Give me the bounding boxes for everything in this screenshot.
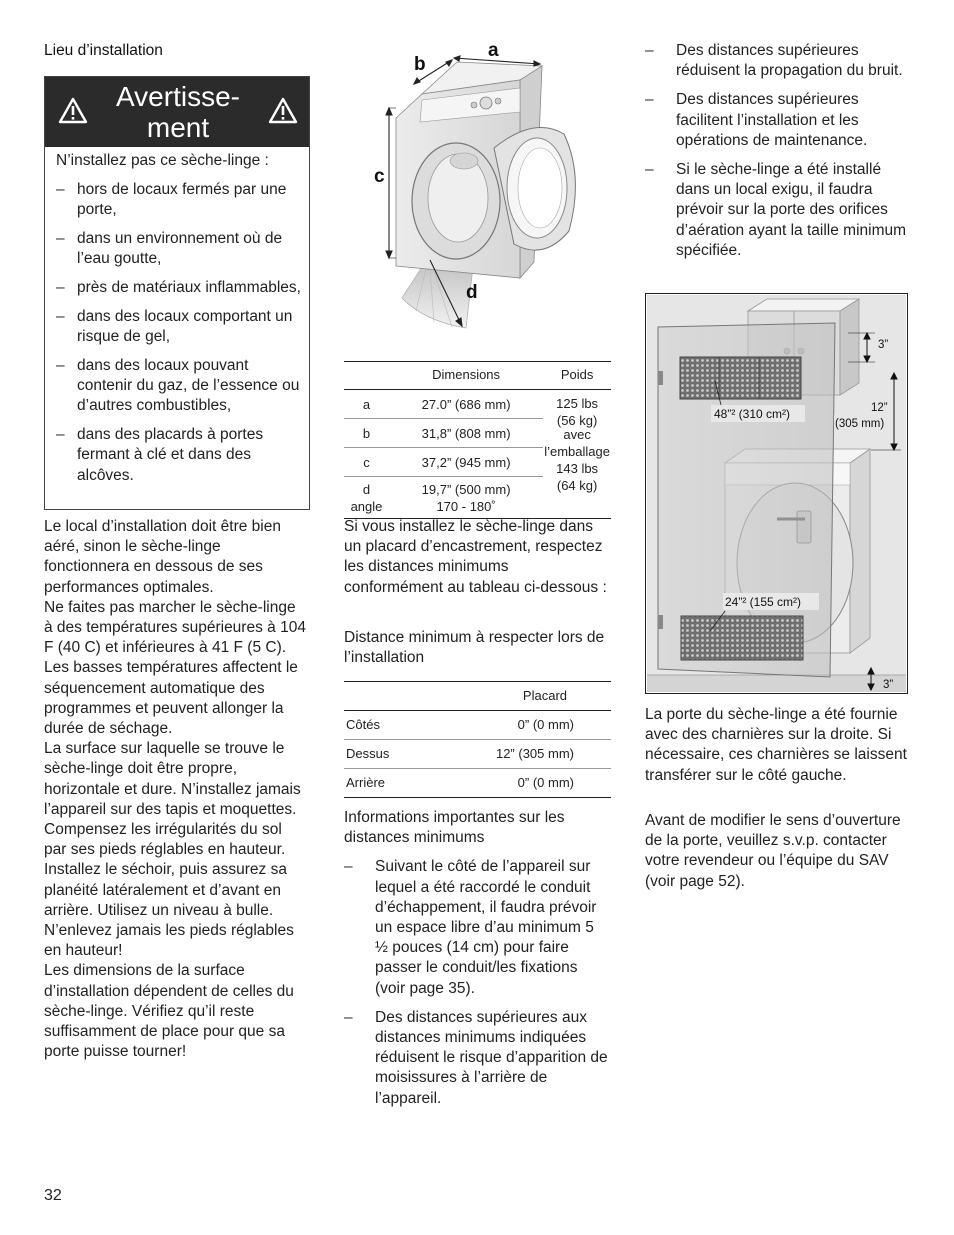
- table-cell: Dessus: [344, 740, 420, 769]
- paragraph: La porte du sèche-linge a été fournie avec des charnières sur la droite. Si nécessaire, ces charnières se laissent transférer sur le côté gauche.: [645, 706, 907, 784]
- table-header: Poids: [543, 362, 611, 390]
- cabinet-installation-figure: [645, 293, 908, 694]
- paragraph: La surface sur laquelle se trouve le sèche-linge doit être propre, horizontale et dure. N’installez jamais l’appareil sur des tapis et moquettes. Compensez les irrégularités du sol par ses pieds réglables en hauteur.: [44, 740, 301, 859]
- table-cell: c: [344, 448, 389, 477]
- column3-list-block: [645, 41, 911, 270]
- warning-title-line2: ment: [146, 112, 210, 143]
- closet-door: [658, 323, 835, 677]
- list-item: – Des distances supérieures facilitent l’installation et les opérations de maintenance.: [645, 90, 911, 151]
- label-a: a: [488, 40, 499, 61]
- dryer-dimensions-figure: [374, 36, 606, 336]
- list-item: – hors de locaux fermés par une porte,: [56, 180, 306, 220]
- paragraph: Les dimensions de la surface d’installation dépendent de celles du sèche-linge. Vérifiez qu’il reste suffisamment de place pour que sa porte puisse tourner!: [44, 962, 294, 1061]
- clearance-info: [344, 808, 609, 1118]
- table-cell: Côtés: [344, 711, 420, 740]
- table-cell: b: [344, 419, 389, 448]
- list-item: – Si le sèche-linge a été installé dans un local exigu, il faudra prévoir sur la porte des orifices d’aération ayant la taille minimum spécifiée.: [645, 160, 911, 261]
- label-d: d: [466, 282, 478, 303]
- upper-vent-label: 48”² (310 cm²): [714, 407, 791, 421]
- table-header: Dimensions: [389, 362, 543, 390]
- clearance-info-list: [344, 857, 609, 1108]
- weight-note: l’emballage: [544, 443, 610, 459]
- warning-triangle-icon: [268, 97, 298, 124]
- table-cell: 31,8” (808 mm): [389, 419, 543, 448]
- list-item: – Suivant le côté de l’appareil sur lequel a été raccordé le conduit d’échappement, il faudra prévoir un espace libre d’au minimum 5 ½ pouces (14 cm) pour faire passer le conduit/les fixations (voir page 35).: [344, 857, 609, 998]
- warning-title: [85, 81, 271, 143]
- table-header: [344, 362, 389, 390]
- paragraph: Ne faites pas marcher le sèche-linge à des températures supérieures à 104 F (40 C) et inférieures à 41 F (5 C). Les basses températures affectent le séquencement automatique des programmes et peuvent allonger la durée de séchage.: [44, 598, 306, 738]
- table-cell: [389, 477, 543, 519]
- warning-title-line1: Avertisse-: [116, 81, 240, 112]
- paragraph: Avant de modifier le sens d’ouverture de la porte, veuillez s.v.p. contacter votre revendeur ou l’équipe du SAV (voir page 52).: [645, 812, 901, 890]
- row-value: 170 - 180˚: [436, 499, 496, 514]
- table-cell: [344, 477, 389, 519]
- bottom-gap-label: 3”: [883, 679, 894, 691]
- table-row: [344, 740, 611, 769]
- list-item: – Des distances supérieures aux distances minimums indiquées réduisent le risque d’apparition de moisissures à l’arrière de l’appareil.: [344, 1008, 609, 1109]
- lower-vent-label: 24”² (155 cm²): [725, 595, 802, 609]
- page-number: 32: [44, 1187, 62, 1204]
- warning-content: [56, 151, 306, 494]
- warning-intro: N’installez pas ce sèche-linge :: [56, 152, 269, 169]
- row-value: 19,7” (500 mm): [421, 482, 511, 497]
- dimensions-table: [344, 361, 611, 519]
- warning-triangle-icon: [58, 97, 88, 124]
- paragraph: Si vous installez le sèche-linge dans un placard d’encastrement, respectez les distances minimums conformément au tableau ci-dessous :: [344, 518, 607, 596]
- weight-cell: [543, 426, 611, 519]
- top-gap-label: 3”: [878, 339, 889, 351]
- weight-value: 143 lbs: [556, 460, 599, 476]
- table-cell: Arrière: [344, 769, 420, 798]
- list-item: – Des distances supérieures réduisent la propagation du bruit.: [645, 41, 911, 81]
- table-header: Placard: [344, 682, 611, 711]
- list-item: – dans un environnement où de l’eau goutte,: [56, 229, 306, 269]
- paragraph: Le local d’installation doit être bien aéré, sinon le sèche-linge fonctionnera en dessous de ses performances optimales.: [44, 518, 281, 596]
- list-item: – près de matériaux inflammables,: [56, 278, 306, 298]
- weight-note: avec: [563, 426, 591, 442]
- clearance-table: [344, 681, 611, 798]
- weight-value: (56 kg): [556, 413, 598, 428]
- label-c: c: [374, 166, 385, 187]
- row-key: angle: [350, 499, 383, 514]
- table-cell: 12” (305 mm): [420, 740, 611, 769]
- table-cell: a: [344, 390, 389, 419]
- warning-list: [56, 180, 306, 486]
- table-cell: 0” (0 mm): [420, 711, 611, 740]
- list-item: – dans des locaux pouvant contenir du gaz, de l’essence ou d’autres combustibles,: [56, 356, 306, 417]
- label-b: b: [414, 54, 426, 75]
- warning-header: [45, 77, 309, 147]
- column1-body: [44, 517, 306, 1062]
- paragraph: Installez le séchoir, puis assurez sa planéité latéralement et d’avant en arrière. Utilisez un niveau à bulle.: [44, 861, 287, 919]
- paragraph: Distance minimum à respecter lors de l’installation: [344, 629, 605, 667]
- height-gap-metric-label: (305 mm): [835, 418, 885, 430]
- row-key: d: [362, 482, 371, 497]
- table-row: [344, 448, 611, 477]
- list-item: – dans des placards à portes fermant à clé et dans des alcôves.: [56, 425, 306, 486]
- table-row: [344, 769, 611, 798]
- weight-value: (64 kg): [556, 477, 598, 493]
- paragraph: Informations importantes sur les distances minimums: [344, 809, 565, 847]
- warning-box: [44, 76, 310, 510]
- paragraph: N’enlevez jamais les pieds réglables en hauteur!: [44, 922, 294, 960]
- list-item: – dans des locaux comportant un risque de gel,: [56, 307, 306, 347]
- height-gap-label: 12”: [871, 402, 888, 414]
- table-row: [344, 711, 611, 740]
- table-cell: 0” (0 mm): [420, 769, 611, 798]
- table-cell: 37,2” (945 mm): [389, 448, 543, 477]
- table-row: [344, 390, 611, 419]
- weight-value: 125 lbs: [556, 396, 599, 411]
- table-cell: 27.0” (686 mm): [389, 390, 543, 419]
- section-title: Lieu d’installation: [44, 42, 163, 59]
- column3-list: [645, 41, 911, 261]
